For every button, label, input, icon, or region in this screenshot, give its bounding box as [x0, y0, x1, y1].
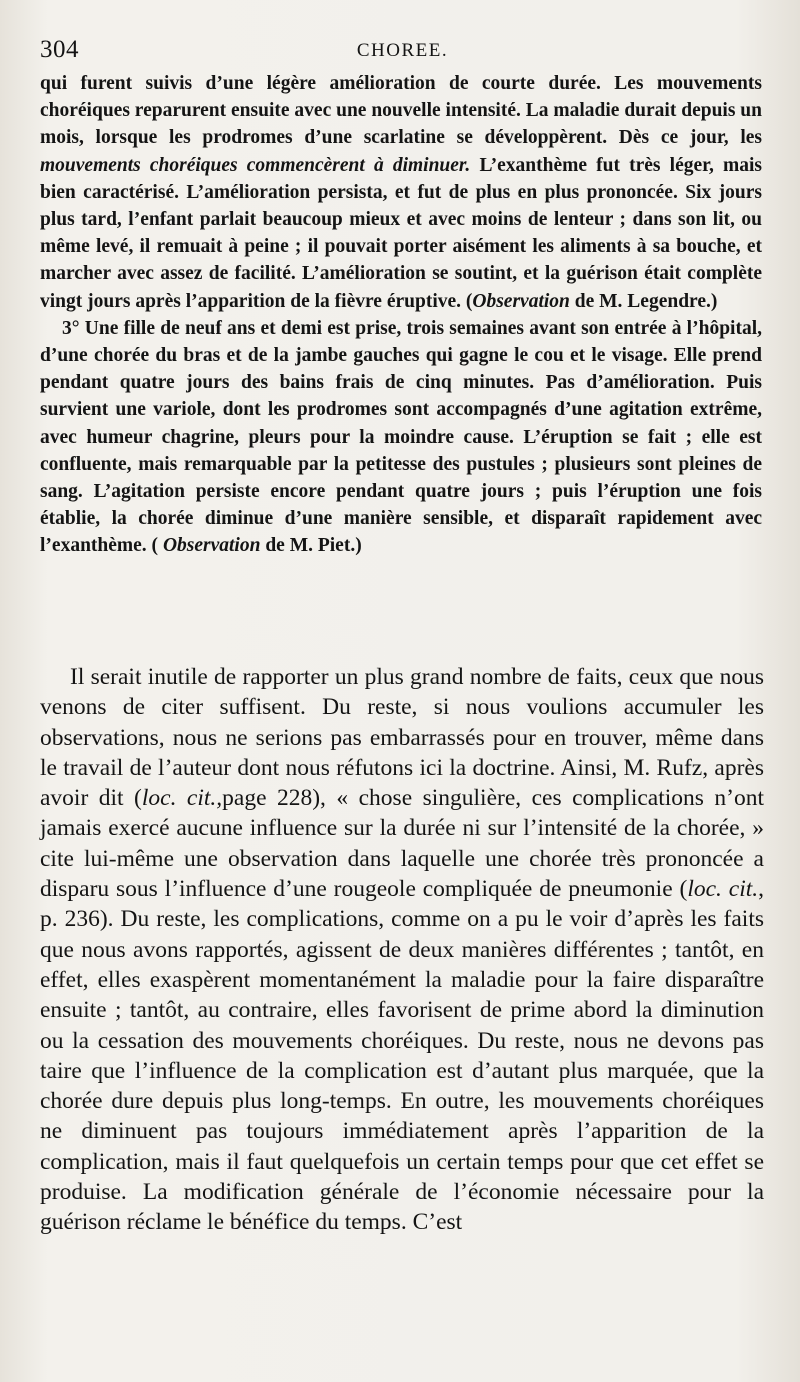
text-segment: qui furent suivis d’une légère amélioration de courte durée. Les mouvements choréiques reparurent ensuite avec une nouvelle intensité. La maladie durait depuis un mois, lorsque les prodromes d’une scarlatine se développèrent. Dès ce jour, les	[40, 73, 762, 149]
italic-segment: loc. cit.	[687, 876, 759, 903]
text-segment: de M. Legendre.)	[569, 290, 718, 312]
main-paragraph	[40, 662, 764, 1238]
observation-block	[40, 70, 762, 560]
italic-segment: mouvements choréiques commencèrent à diminuer.	[40, 154, 471, 176]
text-segment: 3° Une fille de neuf ans et demi est prise, trois semaines avant son entrée à l’hôpital, d’une chorée du bras et de la jambe gauches qui gagne le cou et le visage. Elle prend pendant quatre jours des bains frais de cinq minutes. Pas d’amélioration. Puis survient une variole, dont les prodromes sont accompagnés d’une agitation extrême, avec humeur chagrine, pleurs pour la moindre cause. L’éruption se fait ; elle est confluente, mais remarquable par la petitesse des pustules ; plusieurs sont pleines de sang. L’agitation persiste encore pendant quatre jours ; puis l’éruption une fois établie, la chorée diminue d’une manière sensible, et disparaît rapidement avec l’exanthème. (	[40, 317, 762, 557]
italic-segment: loc. cit.,	[141, 785, 223, 812]
text-segment: Il serait inutile de rapporter un plus grand nombre de faits, ceux que nous venons de citer suffisent. Du reste, si nous voulions accumuler les observations, nous ne serions pas embarrassés pour en trouver, même dans le travail de l’auteur dont nous réfutons ici la doctrine. Ainsi, M. Rufz, après avoir dit (	[40, 664, 764, 812]
text-segment: , p. 236). Du reste, les complications, comme on a pu le voir d’après les faits que nous avons rapportés, agissent de deux manières différentes ; tantôt, en effet, elles exaspèrent momentanément la maladie pour la faire disparaître ensuite ; tantôt, au contraire, elles favorisent de prime abord la diminution ou la cessation des mouvements choréiques. Du reste, nous ne devons pas taire que l’influence de la complication est d’autant plus marquée, que la chorée dure depuis plus long-temps. En outre, les mouvements choréiques ne diminuent pas toujours immédiatement après l’apparition de la complication, mais il faut quelquefois un certain temps pour que cet effet se produise. La modification générale de l’économie nécessaire pour la guérison réclame le bénéfice du temps. C’est	[40, 876, 765, 1236]
page-number: 304	[40, 36, 79, 63]
observation-paragraph-piet	[40, 315, 762, 560]
observation-paragraph-legendre	[40, 70, 762, 315]
text-segment: L’exanthème fut très léger, mais bien caractérisé. L’amélioration persista, et fut de plus en plus prononcée. Six jours plus tard, l’enfant parlait beaucoup mieux et avec moins de lenteur ; dans son lit, ou même levé, il remuait à peine ; il pouvait porter aisément les aliments à sa bouche, et marcher avec assez de facilité. L’amélioration se soutint, et la guérison était complète vingt jours après l’apparition de la fièvre éruptive. (	[40, 154, 762, 312]
main-text-block	[40, 662, 764, 1238]
running-head: CHOREE.	[356, 40, 449, 61]
page-header	[40, 34, 765, 68]
text-segment: de M. Piet.)	[260, 535, 362, 557]
italic-segment: Observation	[472, 290, 570, 312]
text-segment: page 228), « chose singulière, ces complications n’ont jamais exercé aucune influence sur la durée ni sur l’intensité de la chorée, » cite lui-même une observation dans laquelle une chorée très prononcée a disparu sous l’influence d’une rougeole compliquée de pneumonie (	[40, 785, 764, 903]
italic-segment: Observation	[162, 535, 261, 557]
